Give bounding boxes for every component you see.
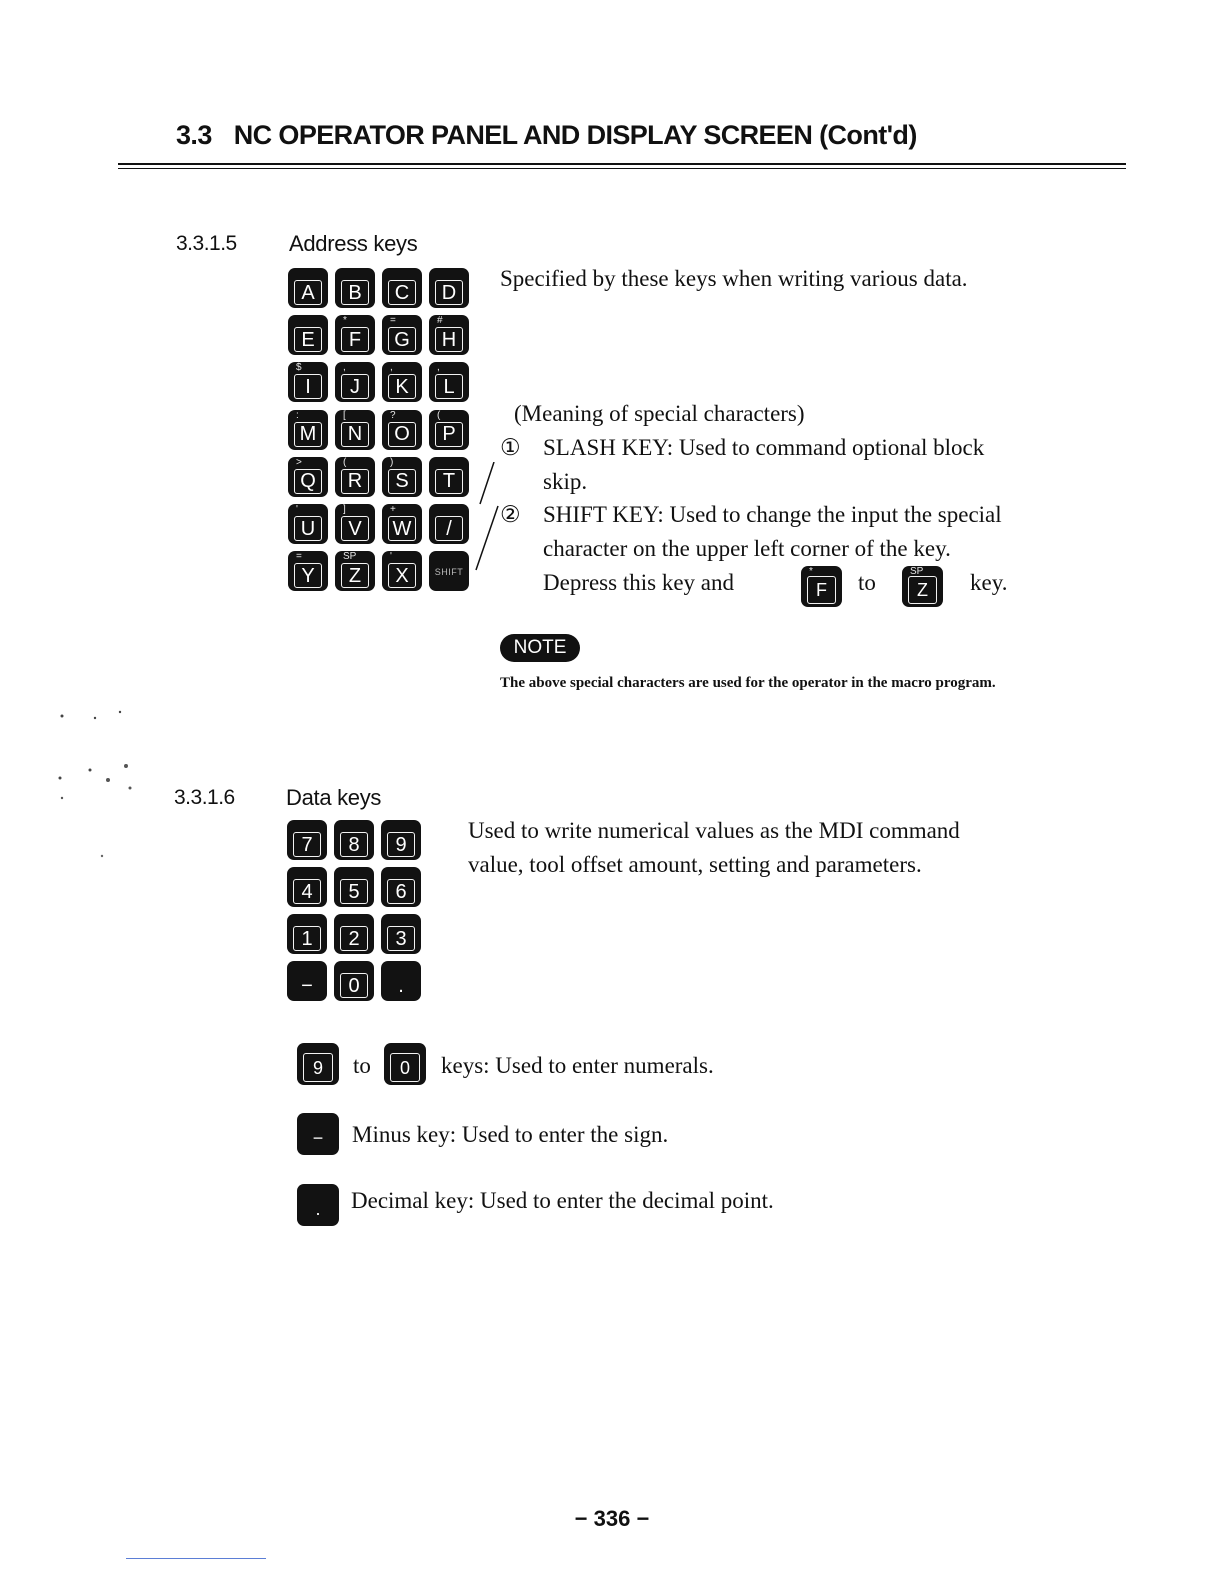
address-key-z-sub: SP xyxy=(343,551,357,563)
address-key-b-label: B xyxy=(341,280,369,305)
data-key-9 xyxy=(381,820,421,860)
data-key-5-label: 5 xyxy=(340,879,368,904)
address-key-k-label: K xyxy=(388,374,416,399)
bottom-underline xyxy=(126,1558,266,1559)
address-key-d-label: D xyxy=(435,280,463,305)
data-key-0 xyxy=(334,961,374,1001)
header-rule-top xyxy=(118,163,1126,165)
address-key-b xyxy=(335,268,375,308)
scan-noise-marks xyxy=(50,700,150,870)
address-key-w-label: W xyxy=(388,516,416,541)
address-key-o-sub: ? xyxy=(390,409,396,421)
numeral-keys-description: keys: Used to enter numerals. xyxy=(441,1053,714,1078)
address-key-e-label: E xyxy=(294,327,322,352)
item1-marker: ① xyxy=(500,435,521,460)
data-keys-description-line2: value, tool offset amount, setting and parameters. xyxy=(468,852,922,877)
address-key-x-label: X xyxy=(388,563,416,588)
data-key-3-label: 3 xyxy=(387,926,415,951)
shift-key-description-line1: SHIFT KEY: Used to change the input the special xyxy=(543,502,1002,527)
address-key-g xyxy=(382,315,422,355)
address-key-a xyxy=(288,268,328,308)
address-key-e xyxy=(288,315,328,355)
legend-to: to xyxy=(353,1053,371,1078)
address-key-g-label: G xyxy=(388,327,416,352)
legend-key-decimal-label: . xyxy=(315,1198,321,1219)
address-key-g-sub: = xyxy=(390,315,396,327)
data-keys-section-title: Data keys xyxy=(286,785,382,810)
address-key-r-label: R xyxy=(341,469,369,494)
address-keypad xyxy=(288,268,474,598)
address-key-u-sub: ' xyxy=(296,504,298,515)
address-key-k xyxy=(382,362,422,402)
slash-key-description-line1: SLASH KEY: Used to command optional block xyxy=(543,435,985,460)
address-keys-section-number: 3.3.1.5 xyxy=(176,232,237,255)
address-key-a-label: A xyxy=(294,280,322,305)
address-key-c xyxy=(382,268,422,308)
address-key-n-sub: [ xyxy=(343,409,346,421)
shift-key-description-line3a: Depress this key and xyxy=(543,570,734,595)
address-key-l-sub: , xyxy=(437,362,440,374)
address-key-y-label: Y xyxy=(294,563,322,588)
address-keys-description: Specified by these keys when writing various data. xyxy=(500,266,968,291)
address-key-i xyxy=(288,362,328,402)
address-key-l-label: L xyxy=(435,374,463,399)
address-key-n-label: N xyxy=(341,422,369,447)
legend-key-decimal xyxy=(297,1184,339,1226)
address-key-s-sub: ) xyxy=(390,456,394,468)
data-key-0-label: 0 xyxy=(340,973,368,998)
address-key-z xyxy=(335,551,375,591)
address-key-c-label: C xyxy=(388,280,416,305)
address-key-n xyxy=(335,410,375,450)
data-key-7 xyxy=(287,820,327,860)
data-key-2-label: 2 xyxy=(340,926,368,951)
legend-key-zero xyxy=(384,1043,426,1085)
data-key-3 xyxy=(381,914,421,954)
address-key-i-label: I xyxy=(294,374,322,399)
shift-key-description-line2: character on the upper left corner of the key. xyxy=(543,536,951,561)
data-key-1 xyxy=(287,914,327,954)
data-key-7-label: 7 xyxy=(293,832,321,857)
page-header xyxy=(176,120,917,151)
address-key-j xyxy=(335,362,375,402)
slash-key-description-line2: skip. xyxy=(543,469,588,494)
address-key-f-sub: * xyxy=(343,315,347,327)
address-key-j-label: J xyxy=(341,374,369,399)
data-keys-section-number: 3.3.1.6 xyxy=(174,786,235,809)
header-rule-bottom xyxy=(118,168,1126,169)
address-key-h-sub: # xyxy=(437,315,443,327)
address-key-slash xyxy=(429,504,469,544)
address-key-w-sub: + xyxy=(390,504,396,515)
note-badge: NOTE xyxy=(500,634,580,662)
address-key-j-sub: , xyxy=(343,362,346,374)
special-characters-heading: (Meaning of special characters) xyxy=(514,401,805,426)
address-key-v-sub: ] xyxy=(343,504,346,515)
address-key-s xyxy=(382,457,422,497)
address-key-m xyxy=(288,410,328,450)
address-key-shift xyxy=(429,551,469,591)
inline-key-z-label: Z xyxy=(908,576,937,604)
legend-key-zero-label: 0 xyxy=(390,1053,420,1082)
data-key-8-label: 8 xyxy=(340,832,368,857)
address-key-p-sub: ( xyxy=(437,409,441,421)
address-key-r-sub: ( xyxy=(343,456,347,468)
address-key-t-label: T xyxy=(435,469,463,494)
address-keys-section-title: Address keys xyxy=(289,231,418,256)
address-key-k-sub: , xyxy=(390,362,393,374)
address-key-r xyxy=(335,457,375,497)
address-key-s-label: S xyxy=(388,469,416,494)
header-title: NC OPERATOR PANEL AND DISPLAY SCREEN (Cont'd) xyxy=(233,120,917,150)
address-key-m-sub: : xyxy=(296,409,299,421)
data-key-decimal xyxy=(381,961,421,1001)
page-number: − 336 − xyxy=(574,1506,650,1531)
address-key-w xyxy=(382,504,422,544)
header-section-number: 3.3 xyxy=(176,120,212,150)
address-key-m-label: M xyxy=(294,422,322,447)
address-key-o-label: O xyxy=(388,422,416,447)
address-key-l xyxy=(429,362,469,402)
data-key-9-label: 9 xyxy=(387,832,415,857)
data-key-2 xyxy=(334,914,374,954)
address-key-q xyxy=(288,457,328,497)
inline-key-f-label: F xyxy=(807,576,836,604)
address-key-d xyxy=(429,268,469,308)
shift-key-description-to: to xyxy=(858,570,876,595)
address-key-slash-label: / xyxy=(435,516,463,541)
callout-leader-lines xyxy=(470,462,506,574)
address-key-y xyxy=(288,551,328,591)
address-key-f xyxy=(335,315,375,355)
decimal-key-description: Decimal key: Used to enter the decimal point. xyxy=(351,1188,774,1213)
inline-key-z xyxy=(902,566,943,607)
data-key-minus xyxy=(287,961,327,1001)
legend-key-minus xyxy=(297,1113,339,1155)
data-key-decimal-label: . xyxy=(398,974,404,997)
data-key-6-label: 6 xyxy=(387,879,415,904)
address-key-u-label: U xyxy=(294,516,322,541)
address-key-v xyxy=(335,504,375,544)
address-key-shift-label: SHIFT xyxy=(434,567,464,578)
data-key-5 xyxy=(334,867,374,907)
note-text: The above special characters are used for the operator in the macro program. xyxy=(500,675,996,691)
shift-key-description-line3b: key. xyxy=(970,570,1008,595)
data-key-8 xyxy=(334,820,374,860)
address-key-t xyxy=(429,457,469,497)
address-key-v-label: V xyxy=(341,516,369,541)
data-key-1-label: 1 xyxy=(293,926,321,951)
address-key-z-label: Z xyxy=(341,563,369,588)
data-keys-description-line1: Used to write numerical values as the MDI command xyxy=(468,818,960,843)
address-key-i-sub: $ xyxy=(296,362,302,374)
legend-key-nine-label: 9 xyxy=(303,1053,333,1082)
address-key-u xyxy=(288,504,328,544)
address-key-x-sub: ' xyxy=(390,551,392,563)
data-key-minus-label: − xyxy=(301,974,313,997)
inline-key-f xyxy=(801,566,842,607)
address-key-f-label: F xyxy=(341,327,369,352)
address-key-x xyxy=(382,551,422,591)
address-key-h-label: H xyxy=(435,327,463,352)
address-key-y-sub: = xyxy=(296,551,302,563)
address-key-p xyxy=(429,410,469,450)
address-key-q-sub: > xyxy=(296,456,302,468)
address-key-p-label: P xyxy=(435,422,463,447)
address-key-o xyxy=(382,410,422,450)
inline-key-z-sub: SP xyxy=(910,566,924,577)
inline-key-f-sub: * xyxy=(809,566,813,577)
minus-key-description: Minus key: Used to enter the sign. xyxy=(352,1122,669,1147)
legend-key-nine xyxy=(297,1043,339,1085)
data-key-4-label: 4 xyxy=(293,879,321,904)
address-key-q-label: Q xyxy=(294,469,322,494)
address-key-h xyxy=(429,315,469,355)
data-key-4 xyxy=(287,867,327,907)
legend-key-minus-label: − xyxy=(312,1127,324,1148)
item2-marker: ② xyxy=(500,502,521,527)
data-key-6 xyxy=(381,867,421,907)
data-keypad xyxy=(287,820,427,1006)
